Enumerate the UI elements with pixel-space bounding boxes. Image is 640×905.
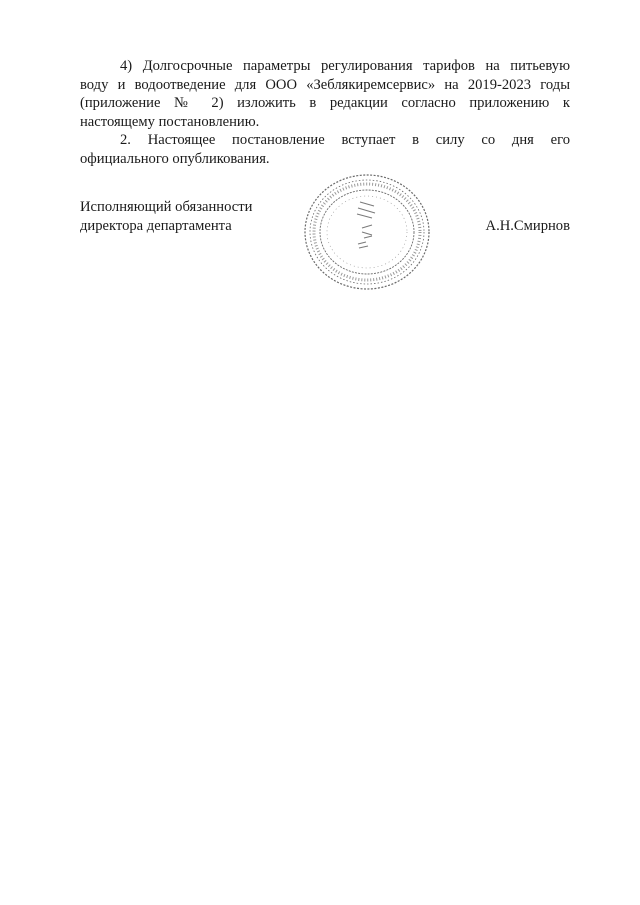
paragraph-line: 2. Настоящее постановление вступает в силу со дня его xyxy=(120,132,570,148)
signature-block xyxy=(80,198,570,238)
paragraph-line: 4) Долгосрочные параметры регулирования тарифов на питьевую xyxy=(120,58,570,74)
signatory-name: А.Н.Смирнов xyxy=(485,217,570,234)
signatory-role-line: директора департамента xyxy=(80,217,232,234)
paragraph-section-2 xyxy=(80,131,570,168)
paragraph-line: настоящему постановлению. xyxy=(80,113,260,130)
paragraph-line: (приложение № 2) изложить в редакции согласно приложению к xyxy=(80,95,570,111)
document-body xyxy=(80,57,570,168)
paragraph-line: воду и водоотведение для ООО «Зеблякиремсервис» на 2019-2023 годы xyxy=(80,76,570,93)
paragraph-item-4 xyxy=(80,57,570,131)
paragraph-line: официального опубликования. xyxy=(80,150,270,167)
signatory-role-line: Исполняющий обязанности xyxy=(80,199,253,215)
signatory-role xyxy=(80,198,252,235)
